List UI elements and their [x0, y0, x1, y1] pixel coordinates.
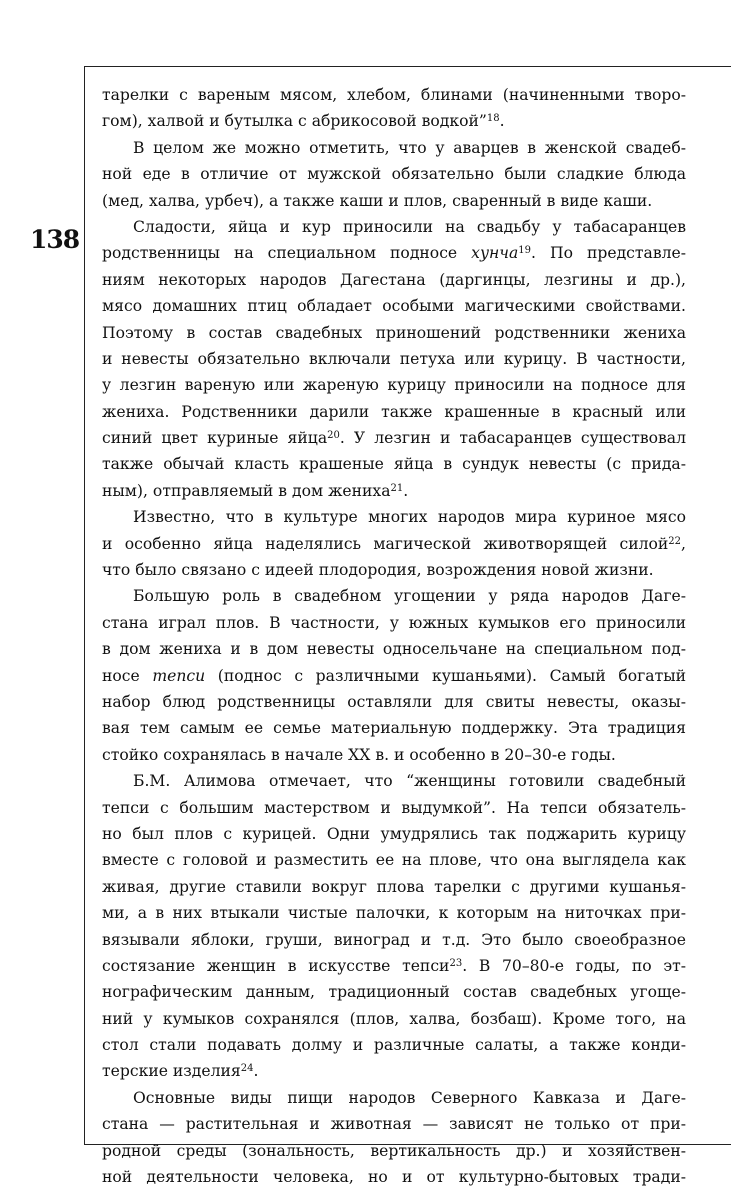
text-line: [102, 663, 686, 689]
line-text-continued: .: [253, 1062, 259, 1081]
line-text: Сладости, яйца и кур приносили на свадьбу у табасаранцев: [133, 217, 686, 236]
text-line: [102, 82, 686, 108]
line-text: вместе с головой и разместить ее на плове, что она выглядела как: [102, 851, 686, 870]
line-text-continued: .: [499, 112, 505, 131]
line-text: терские изделия: [102, 1062, 241, 1081]
text-line: [102, 979, 686, 1005]
line-text: стойко сохранялась в начале XX в. и особенно в 20–30-е годы.: [102, 745, 616, 764]
text-line: [102, 108, 686, 134]
text-line: [102, 847, 686, 873]
line-text-continued: .: [403, 481, 409, 500]
line-text: вая тем самым ее семье материальную поддержку. Эта традиция: [102, 719, 686, 738]
text-line: [102, 1164, 686, 1190]
text-line: [102, 583, 686, 609]
text-line: [102, 1032, 686, 1058]
line-text: также обычай класть крашеные яйца в сундук невесты (с прида-: [102, 455, 686, 474]
line-text-continued: ,: [681, 534, 686, 553]
text-line: [102, 240, 686, 266]
footnote-ref: 22: [668, 535, 682, 547]
text-line: [102, 795, 686, 821]
text-line: [102, 372, 686, 398]
line-text-continued: . У лезгин и табасаранцев существовал: [339, 429, 686, 448]
text-line: [102, 267, 686, 293]
line-text: жениха. Родственники дарили также крашенные в красный или: [102, 402, 686, 421]
text-line: [102, 715, 686, 741]
line-text: ной еде в отличие от мужской обязательно были сладкие блюда: [102, 165, 686, 184]
line-text: Большую роль в свадебном угощении у ряда народов Даге-: [133, 587, 686, 606]
left-margin-rule: [84, 66, 85, 1144]
text-line: [102, 557, 686, 583]
text-line: [102, 1111, 686, 1137]
text-line: [102, 161, 686, 187]
line-text: носе: [102, 666, 153, 685]
top-rule: [84, 66, 731, 67]
line-text: но был плов с курицей. Одни умудрялись так поджарить курицу: [102, 824, 686, 843]
line-text: В целом же можно отметить, что у аварцев в женской свадеб-: [133, 138, 686, 157]
text-line: [102, 293, 686, 319]
line-text: стана играл плов. В частности, у южных кумыков его приносили: [102, 613, 686, 632]
text-line: [102, 927, 686, 953]
text-line: [102, 874, 686, 900]
line-text: состязание женщин в искусстве тепси: [102, 956, 450, 975]
line-text: синий цвет куриные яйца: [102, 429, 328, 448]
text-line: [102, 478, 686, 504]
italic-term: хунча: [471, 244, 519, 263]
text-line: [102, 425, 686, 451]
text-line: [102, 135, 686, 161]
line-text: вязывали яблоки, груши, виноград и т.д. Это было своеобразное: [102, 930, 686, 949]
text-line: [102, 636, 686, 662]
text-line: [102, 399, 686, 425]
footnote-ref: 23: [449, 957, 463, 969]
text-line: [102, 531, 686, 557]
line-text-continued: . В 70–80-е годы, по эт-: [462, 956, 686, 975]
line-text: (мед, халва, урбеч), а также каши и плов, сваренный в виде каши.: [102, 191, 653, 210]
footnote-ref: 18: [486, 113, 500, 125]
text-line: [102, 610, 686, 636]
line-text: Основные виды пищи народов Северного Кавказа и Даге-: [133, 1088, 686, 1107]
line-text: набор блюд родственницы оставляли для свиты невесты, оказы-: [102, 692, 686, 711]
line-text: нографическим данным, традиционный состав свадебных угоще-: [102, 983, 686, 1002]
line-text: Известно, что в культуре многих народов мира куриное мясо: [133, 508, 686, 527]
footnote-ref: 21: [390, 482, 404, 494]
footnote-ref: 20: [327, 430, 340, 442]
line-text: стол стали подавать долму и различные салаты, а также конди-: [102, 1036, 686, 1055]
body-text: [102, 82, 686, 1190]
line-text: Поэтому в состав свадебных приношений родственники жениха: [102, 323, 686, 342]
line-text: гом), халвой и бутылка с абрикосовой водкой”: [102, 112, 487, 131]
text-line: [102, 320, 686, 346]
footnote-ref: 24: [240, 1063, 254, 1075]
line-text-continued: (поднос с различными кушаньями). Самый богатый: [205, 666, 687, 685]
text-line: [102, 214, 686, 240]
line-text-continued: . По представле-: [531, 244, 687, 263]
text-line: [102, 1138, 686, 1164]
text-line: [102, 900, 686, 926]
line-text: что было связано с идеей плодородия, возрождения новой жизни.: [102, 561, 654, 580]
line-text: ной деятельности человека, но и от культурно-бытовых тради-: [102, 1168, 686, 1187]
line-text: ниям некоторых народов Дагестана (даргинцы, лезгины и др.),: [102, 270, 686, 289]
text-line: [102, 821, 686, 847]
line-text: родственницы на специальном подносе: [102, 244, 472, 263]
line-text: тепси с большим мастерством и выдумкой”. На тепси обязатель-: [102, 798, 686, 817]
italic-term: тепси: [152, 666, 206, 685]
text-line: [102, 953, 686, 979]
text-line: [102, 504, 686, 530]
text-line: [102, 451, 686, 477]
footnote-ref: 19: [518, 245, 532, 257]
line-text: в дом жениха и в дом невесты односельчане на специальном под-: [102, 640, 686, 659]
text-line: [102, 1006, 686, 1032]
line-text: мясо домашних птиц обладает особыми магическими свойствами.: [102, 297, 686, 316]
text-line: [102, 346, 686, 372]
line-text: Б.М. Алимова отмечает, что “женщины готовили свадебный: [133, 772, 686, 791]
line-text: родной среды (зональность, вертикальность др.) и хозяйствен-: [102, 1141, 686, 1160]
text-line: [102, 768, 686, 794]
text-line: [102, 742, 686, 768]
line-text: у лезгин вареную или жареную курицу приносили на подносе для: [102, 376, 686, 395]
line-text: ми, а в них втыкали чистые палочки, к которым на ниточках при-: [102, 904, 686, 923]
line-text: и невесты обязательно включали петуха или курицу. В частности,: [102, 349, 686, 368]
line-text: тарелки с вареным мясом, хлебом, блинами (начиненными творо-: [102, 86, 686, 104]
line-text: стана — растительная и животная — зависят не только от при-: [102, 1115, 686, 1134]
line-text: живая, другие ставили вокруг плова тарелки с другими кушанья-: [102, 877, 686, 896]
text-line: [102, 1058, 686, 1084]
text-line: [102, 188, 686, 214]
line-text: и особенно яйца наделялись магической животворящей силой: [102, 534, 669, 553]
text-line: [102, 1085, 686, 1111]
line-text: ний у кумыков сохранялся (плов, халва, бозбаш). Кроме того, на: [102, 1009, 686, 1028]
text-line: [102, 689, 686, 715]
page-number: 138: [30, 225, 80, 254]
line-text: ным), отправляемый в дом жениха: [102, 481, 391, 500]
